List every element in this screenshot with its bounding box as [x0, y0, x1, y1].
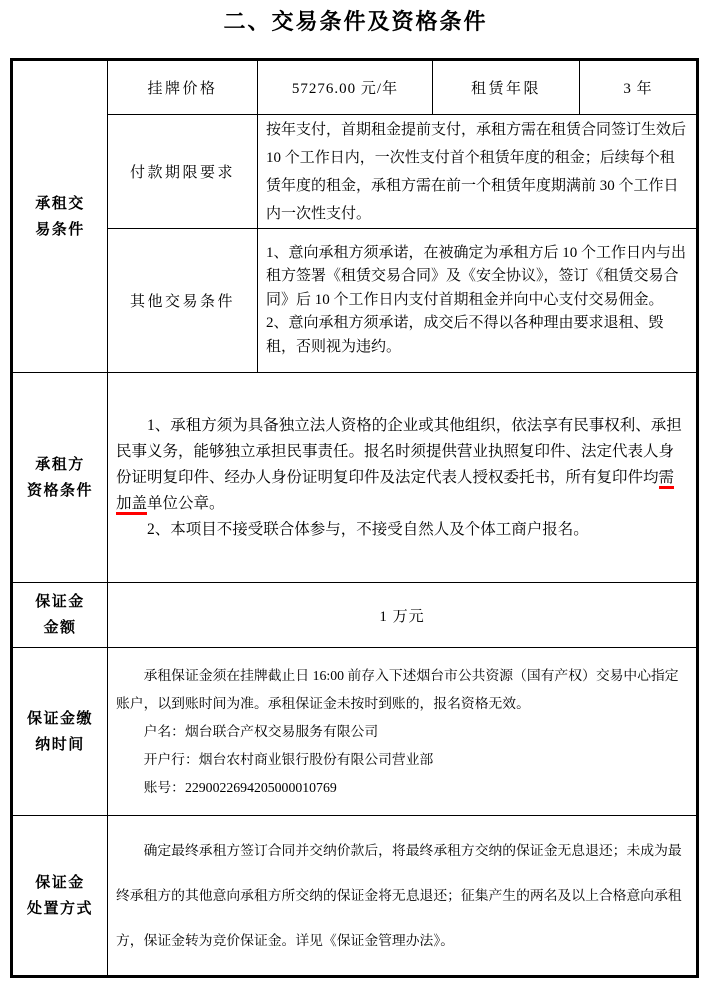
qualification-text-pre: 1、承租方须为具备独立法人资格的企业或其他组织，依法享有民事权利、承担民事义务，能够独立承担民事责任。报名时须提供营业执照复印件、法定代表人身份证明复印件、经办人身份证明复印件及法定代表人授权委托书，所有复印件均: [116, 416, 682, 486]
row-header-line: 保证金缴: [26, 710, 93, 727]
row-header-qualification-conditions: [13, 373, 108, 583]
payment-deadline-content: [258, 115, 696, 229]
lease-term-value: 3 年: [580, 61, 696, 115]
row-header-line: 承租交: [35, 195, 85, 212]
row-header-line: 保证金: [35, 594, 85, 610]
deposit-account-name: 户名：烟台联合产权交易服务有限公司: [143, 723, 379, 739]
conditions-table: [10, 58, 699, 978]
row-header-line: 承租方: [35, 456, 85, 473]
row-header-line: 保证金: [35, 874, 85, 891]
deposit-bank-name: 开户行：烟台农村商业银行股份有限公司营业部: [143, 751, 434, 767]
row-header-deposit-disposal: [13, 816, 108, 975]
page-title: 二、交易条件及资格条件: [223, 9, 488, 34]
row-header-line: 纳时间: [35, 736, 85, 753]
deposit-disposal-content: [108, 816, 696, 975]
other-conditions-paragraph-1: 1、意向承租方须承诺，在被确定为承租方后 10 个工作日内与出租方签署《租赁交易合同》及《安全协议》，签订《租赁交易合同》后 10 个工作日内支付首期租金并向中心支付交易佣金。: [266, 244, 687, 308]
row-header-deposit-amount: [13, 583, 108, 648]
deposit-payment-paragraph: 承租保证金须在挂牌截止日 16:00 前存入下述烟台市公共资源（国有产权）交易中心指定账户，以到账时间为准。承租保证金未按时到账的，报名资格无效。: [116, 667, 679, 711]
other-conditions-label: 其他交易条件: [108, 229, 258, 373]
row-header-transaction-conditions: [13, 61, 108, 373]
lease-term-label: 租赁年限: [433, 61, 580, 115]
qualification-paragraph-1: [116, 413, 688, 517]
other-conditions-paragraph-2: 2、意向承租方须承诺，成交后不得以各种理由要求退租、毁租，否则视为违约。: [266, 315, 664, 355]
listing-price-label: 挂牌价格: [108, 61, 258, 115]
row-header-deposit-payment-time: [13, 648, 108, 816]
qualification-content: [108, 373, 696, 583]
row-header-line: 易条件: [35, 221, 85, 238]
row-header-line: 金额: [43, 620, 77, 636]
deposit-disposal-paragraph: 确定最终承租方签订合同并交纳价款后，将最终承租方交纳的保证金无息退还；未成为最终承租方的其他意向承租方所交纳的保证金将无息退还；征集产生的两名及以上合格意向承租方，保证金转为竞价保证金。详见《保证金管理办法》。: [116, 843, 682, 948]
payment-deadline-label: 付款期限要求: [108, 115, 258, 229]
deposit-payment-content: [108, 648, 696, 816]
deposit-account-number: 账号：2290022694205000010769: [143, 779, 337, 795]
deposit-amount-value: 1 万元: [108, 583, 696, 648]
qualification-text-post: 单位公章。: [147, 494, 225, 512]
listing-price-value: 57276.00 元/年: [258, 61, 433, 115]
qualification-paragraph-2: 2、本项目不接受联合体参与，不接受自然人及个体工商户报名。: [147, 520, 589, 538]
row-header-line: 资格条件: [26, 482, 93, 499]
other-conditions-content: [258, 229, 696, 373]
payment-deadline-paragraph: 按年支付，首期租金提前支付，承租方需在租赁合同签订生效后 10 个工作日内，一次性支付首个租赁年度的租金；后续每个租赁年度的租金，承租方需在前一个租赁年度期满前 30 个工作日内一次性支付。: [266, 121, 687, 222]
row-header-line: 处置方式: [26, 900, 93, 917]
qualification-text-red-underlined: 需加盖: [116, 469, 674, 515]
